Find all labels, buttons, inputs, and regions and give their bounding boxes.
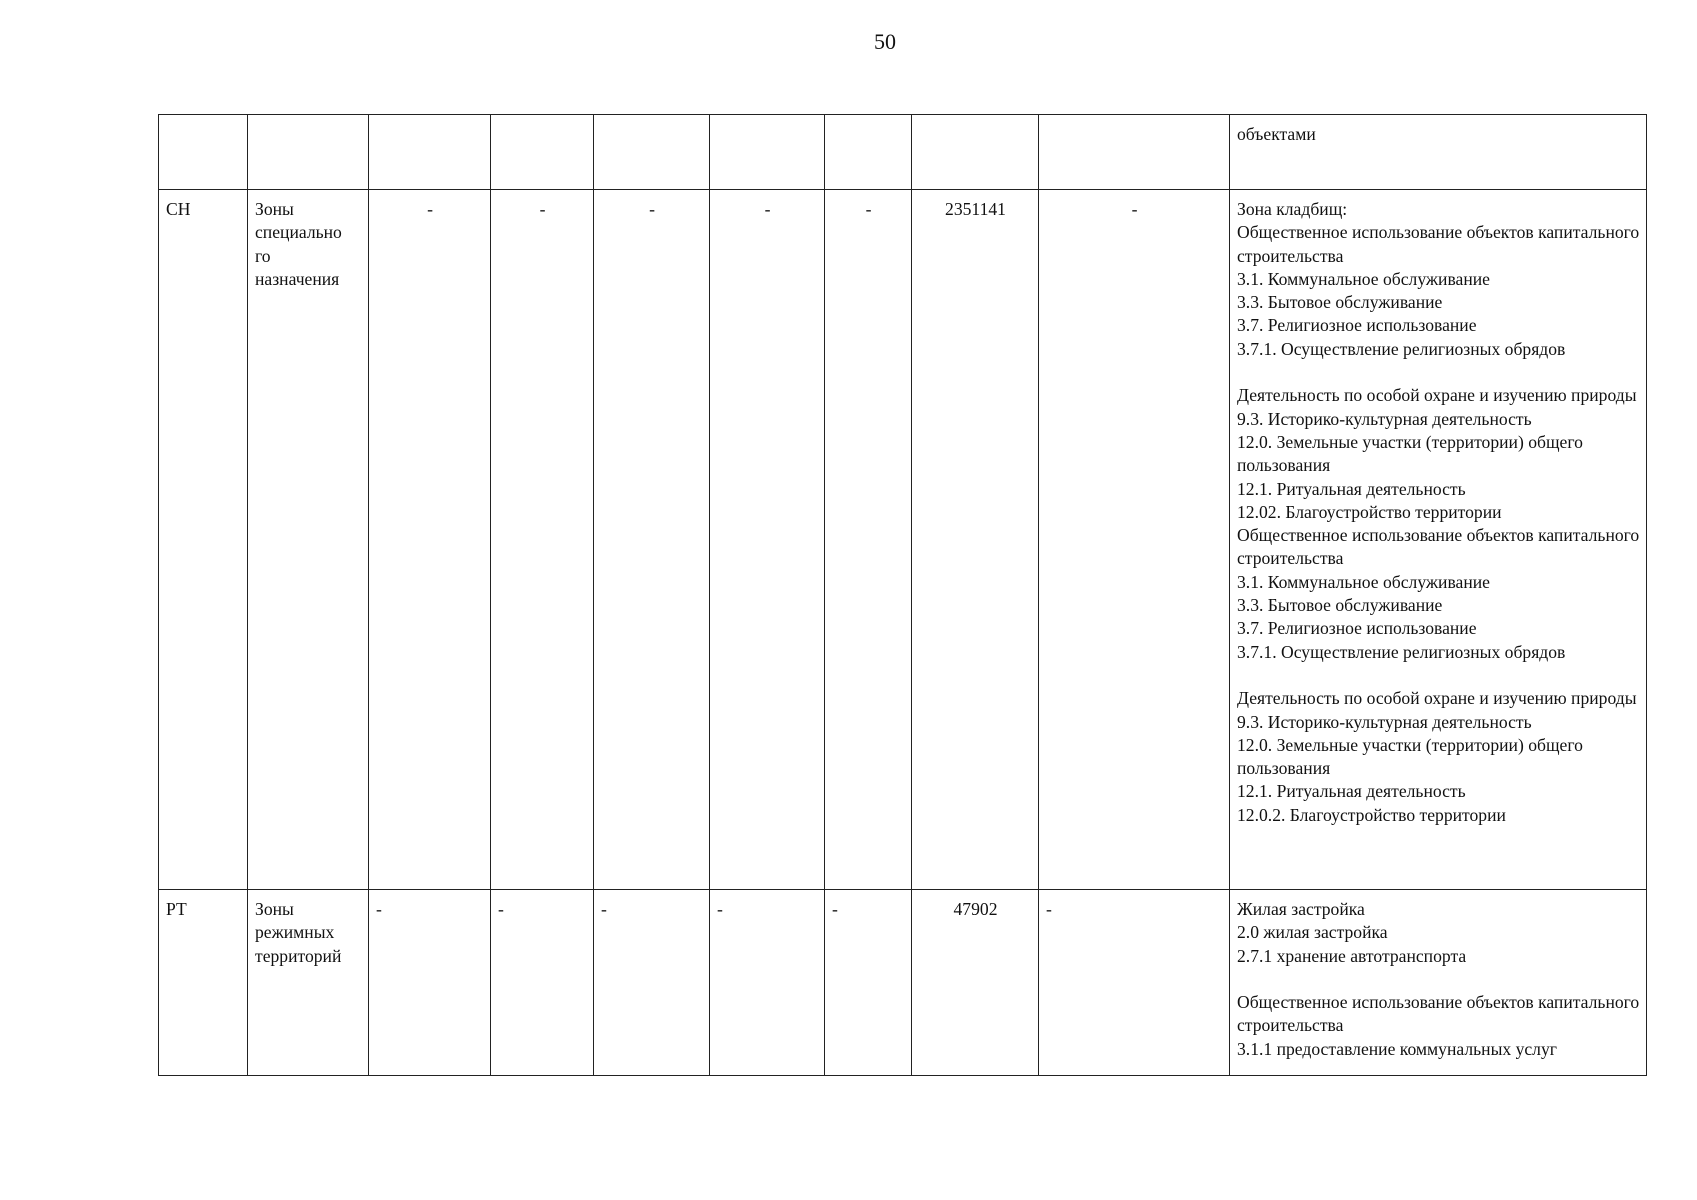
text-line: 12.0.2. Благоустройство территории (1237, 804, 1506, 825)
extra-cell: - (1039, 190, 1230, 890)
text-line: Зоны (255, 199, 294, 219)
value-cell: - (369, 890, 491, 1076)
zone-name-cell (248, 115, 369, 190)
text-line: 3.1.1 предоставление коммунальных услуг (1237, 1038, 1557, 1059)
value-cell (594, 115, 710, 190)
value-cell (825, 115, 912, 190)
uses-cell (1230, 890, 1647, 1076)
uses-cell (1230, 115, 1647, 190)
text-line: го (255, 245, 271, 266)
page-number: 50 (874, 29, 896, 54)
text-line: 12.02. Благоустройство территории (1237, 501, 1502, 522)
value-cell: - (710, 190, 825, 890)
text-line: 3.3. Бытовое обслуживание (1237, 292, 1443, 313)
text-line: 12.0. Земельные участки (территории) общего пользования (1237, 734, 1588, 779)
text-line: 3.1. Коммунальное обслуживание (1237, 571, 1490, 592)
zone-name (255, 898, 362, 968)
extra-cell: - (1039, 890, 1230, 1076)
text-line: 2.7.1 хранение автотранспорта (1237, 945, 1467, 966)
text-line: Зона кладбищ: (1237, 199, 1348, 219)
text-line: Деятельность по особой охране и изучению природы (1237, 385, 1637, 406)
code-cell: СН (159, 190, 248, 890)
text-line: 3.7. Религиозное использование (1237, 618, 1477, 639)
zone-name-cell (248, 890, 369, 1076)
blank-line (1237, 361, 1640, 384)
text-line: специально (255, 222, 342, 243)
blank-line (1237, 968, 1640, 991)
text-line: Общественное использование объектов капитального строительства (1237, 525, 1644, 569)
value-cell: - (825, 190, 912, 890)
text-line: режимных (255, 922, 335, 943)
text-line: 3.3. Бытовое обслуживание (1237, 595, 1443, 616)
value-cell: - (491, 890, 594, 1076)
text-line: 2.0 жилая застройка (1237, 922, 1388, 943)
value-cell: - (710, 890, 825, 1076)
text-line: назначения (255, 268, 340, 289)
text-line: 12.1. Ритуальная деятельность (1237, 781, 1466, 802)
blank-line (1237, 664, 1640, 687)
code-cell (159, 115, 248, 190)
zone-name-cell (248, 190, 369, 890)
text-line: 3.7. Религиозное использование (1237, 315, 1477, 336)
text-line: Жилая застройка (1237, 899, 1365, 919)
uses-cell (1230, 190, 1647, 890)
zones-table (158, 114, 1647, 1076)
value-cell (369, 115, 491, 190)
text-line: Зоны (255, 899, 294, 919)
text-line: 3.7.1. Осуществление религиозных обрядов (1237, 641, 1566, 662)
value-cell: - (594, 890, 710, 1076)
text-line: Деятельность по особой охране и изучению природы (1237, 688, 1637, 709)
value-cell (710, 115, 825, 190)
area-cell: 47902 (912, 890, 1039, 1076)
extra-cell (1039, 115, 1230, 190)
uses-line: объектами (1237, 124, 1316, 144)
value-cell: - (491, 190, 594, 890)
text-line: Общественное использование объектов капитального строительства (1237, 992, 1644, 1036)
table-row (159, 190, 1647, 890)
text-line: 9.3. Историко-культурная деятельность (1237, 408, 1532, 429)
code-cell: РТ (159, 890, 248, 1076)
value-cell (491, 115, 594, 190)
area-cell (912, 115, 1039, 190)
table-row (159, 890, 1647, 1076)
value-cell: - (594, 190, 710, 890)
text-line: 12.1. Ритуальная деятельность (1237, 478, 1466, 499)
text-line: 12.0. Земельные участки (территории) общего пользования (1237, 431, 1588, 476)
area-cell: 2351141 (912, 190, 1039, 890)
value-cell: - (825, 890, 912, 1076)
value-cell: - (369, 190, 491, 890)
text-line: 9.3. Историко-культурная деятельность (1237, 711, 1532, 732)
table-row-continuation (159, 115, 1647, 190)
text-line: Общественное использование объектов капитального строительства (1237, 222, 1644, 266)
text-line: 3.7.1. Осуществление религиозных обрядов (1237, 338, 1566, 359)
text-line: 3.1. Коммунальное обслуживание (1237, 268, 1490, 289)
text-line: территорий (255, 945, 342, 966)
zone-name (255, 198, 362, 291)
